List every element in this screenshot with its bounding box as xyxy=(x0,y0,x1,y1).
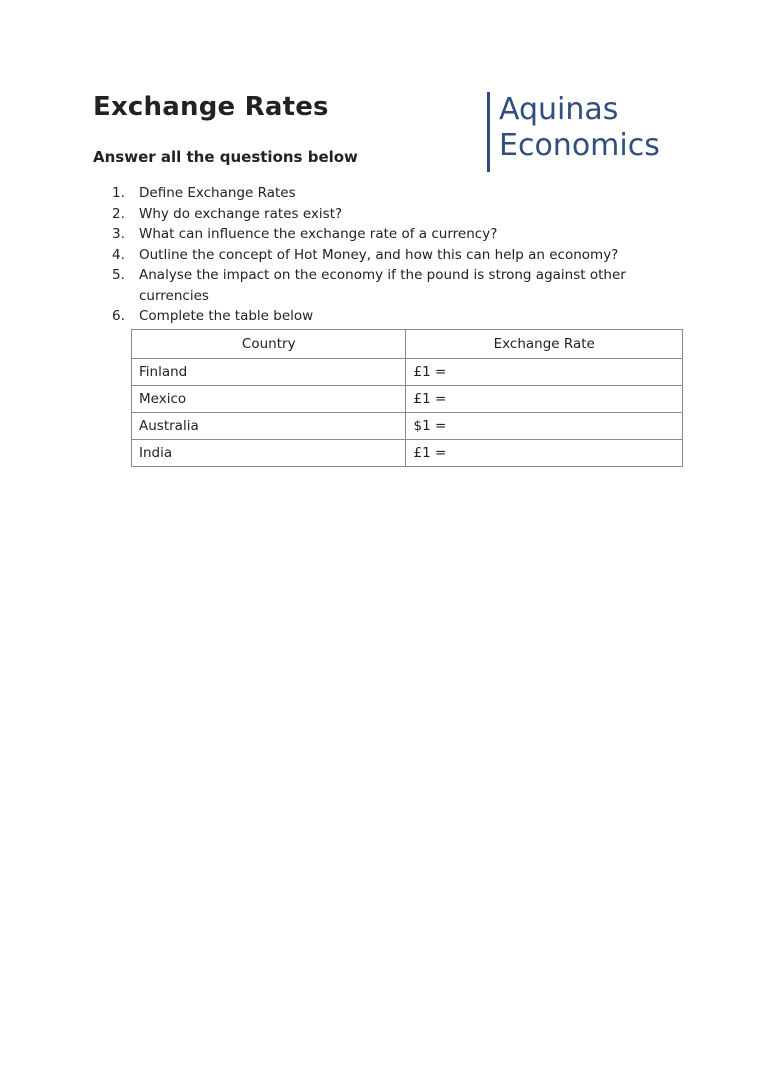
question-item xyxy=(112,306,672,327)
logo-text-line-1: Aquinas xyxy=(499,92,619,127)
page-title: Exchange Rates xyxy=(93,92,329,122)
question-item xyxy=(112,183,672,204)
table-row xyxy=(132,386,683,413)
question-text: Analyse the impact on the economy if the pound is strong against other currencies xyxy=(139,267,626,304)
question-number: 5. xyxy=(112,267,125,283)
question-number: 4. xyxy=(112,246,125,263)
exchange-rate-cell: £1 = xyxy=(406,359,683,386)
aquinas-economics-logo xyxy=(487,92,687,174)
table-row xyxy=(132,359,683,386)
question-text: Why do exchange rates exist? xyxy=(139,205,343,222)
table-row xyxy=(132,413,683,440)
question-item xyxy=(112,204,672,225)
country-cell: India xyxy=(132,440,406,467)
question-item xyxy=(112,245,672,266)
exchange-rate-cell: £1 = xyxy=(406,386,683,413)
question-number: 2. xyxy=(112,205,125,222)
table-row xyxy=(132,440,683,467)
question-text: Complete the table below xyxy=(139,308,314,324)
country-cell: Finland xyxy=(132,359,406,386)
country-cell: Australia xyxy=(132,413,406,440)
logo-bar xyxy=(487,92,490,172)
question-text: Define Exchange Rates xyxy=(139,185,296,201)
question-text: What can influence the exchange rate of a currency? xyxy=(139,226,498,242)
exchange-rate-table xyxy=(131,329,683,467)
exchange-rate-cell: £1 = xyxy=(406,440,683,467)
question-text: Outline the concept of Hot Money, and how this can help an economy? xyxy=(139,246,619,263)
exchange-rate-cell: $1 = xyxy=(406,413,683,440)
column-header-exchange-rate: Exchange Rate xyxy=(406,330,683,359)
question-number: 1. xyxy=(112,185,125,201)
column-header-country: Country xyxy=(132,330,406,359)
logo-text-line-2: Economics xyxy=(499,128,660,163)
question-list xyxy=(112,183,672,327)
table-header-row xyxy=(132,330,683,359)
instructions-heading: Answer all the questions below xyxy=(93,148,358,166)
question-item xyxy=(112,265,672,306)
question-number: 3. xyxy=(112,226,125,242)
question-item xyxy=(112,224,672,245)
question-number: 6. xyxy=(112,308,125,324)
country-cell: Mexico xyxy=(132,386,406,413)
